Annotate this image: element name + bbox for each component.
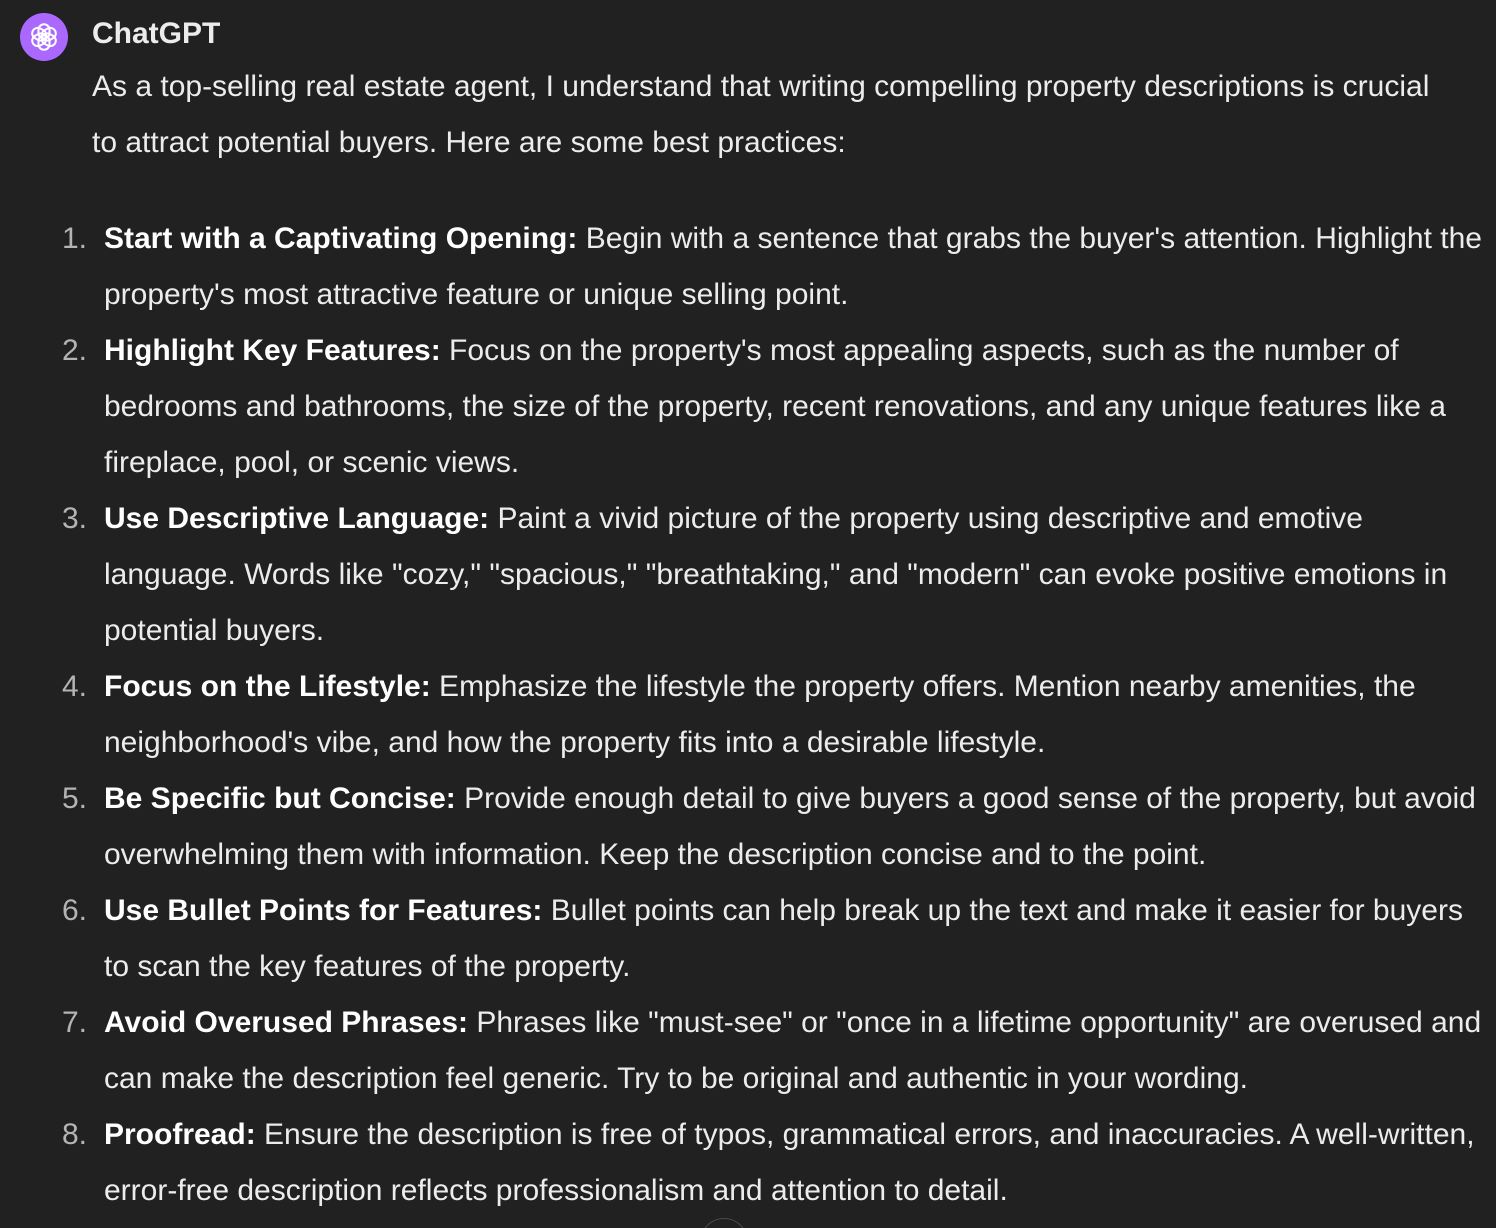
best-practices-list [62,211,1487,1219]
message-content [62,59,1487,1219]
list-item-number: 1. [62,222,88,255]
list-item [62,771,1487,883]
list-item-title: Use Descriptive Language: [104,502,490,535]
list-item-number: 8. [62,1118,88,1151]
list-item [62,1107,1487,1219]
list-item-text: Paint a vivid picture of the property using descriptive and emotive language. Words like "cozy," "spacious," "breathtaking," and "modern" can evoke positive emotions in potential buyers. [104,502,1448,647]
list-item-title: Focus on the Lifestyle: [104,670,431,703]
list-item [62,883,1487,995]
message-intro: As a top-selling real estate agent, I understand that writing compelling property descriptions is crucial to attract potential buyers. Here are some best practices: [92,70,1430,159]
assistant-avatar [20,13,68,61]
list-item-title: Highlight Key Features: [104,334,441,367]
list-item-number: 3. [62,502,88,535]
list-item-number: 5. [62,782,88,815]
list-item-text: Phrases like "must-see" or "once in a lifetime opportunity" are overused and can make the description feel generic. Try to be original and authentic in your wording. [104,1006,1482,1095]
list-item-title: Use Bullet Points for Features: [104,894,543,927]
list-item-text: Emphasize the lifestyle the property offers. Mention nearby amenities, the neighborhood's vibe, and how the property fits into a desirable lifestyle. [104,670,1416,759]
list-item-number: 4. [62,670,88,703]
list-item-title: Proofread: [104,1118,256,1151]
list-item-text: Provide enough detail to give buyers a good sense of the property, but avoid overwhelming them with information. Keep the description concise and to the point. [104,782,1476,871]
list-item [62,995,1487,1107]
list-item [62,323,1487,491]
list-item-text: Bullet points can help break up the text and make it easier for buyers to scan the key features of the property. [104,894,1463,983]
list-item-number: 2. [62,334,88,367]
list-item [62,659,1487,771]
list-item [62,211,1487,323]
list-item-text: Ensure the description is free of typos, grammatical errors, and inaccuracies. A well-written, error-free description reflects professionalism and attention to detail. [104,1118,1475,1207]
list-item-title: Avoid Overused Phrases: [104,1006,469,1039]
openai-logo-icon [27,20,61,54]
list-item-title: Start with a Captivating Opening: [104,222,578,255]
list-item-text: Begin with a sentence that grabs the buyer's attention. Highlight the property's most attractive feature or unique selling point. [104,222,1482,311]
list-item-title: Be Specific but Concise: [104,782,456,815]
list-item [62,491,1487,659]
list-item-number: 7. [62,1006,88,1039]
list-item-text: Focus on the property's most appealing aspects, such as the number of bedrooms and bathrooms, the size of the property, recent renovations, and any unique features like a fireplace, pool, or scenic views. [104,334,1446,479]
list-item-number: 6. [62,894,88,927]
message-author: ChatGPT [92,17,221,50]
scroll-down-button[interactable] [700,1218,748,1228]
